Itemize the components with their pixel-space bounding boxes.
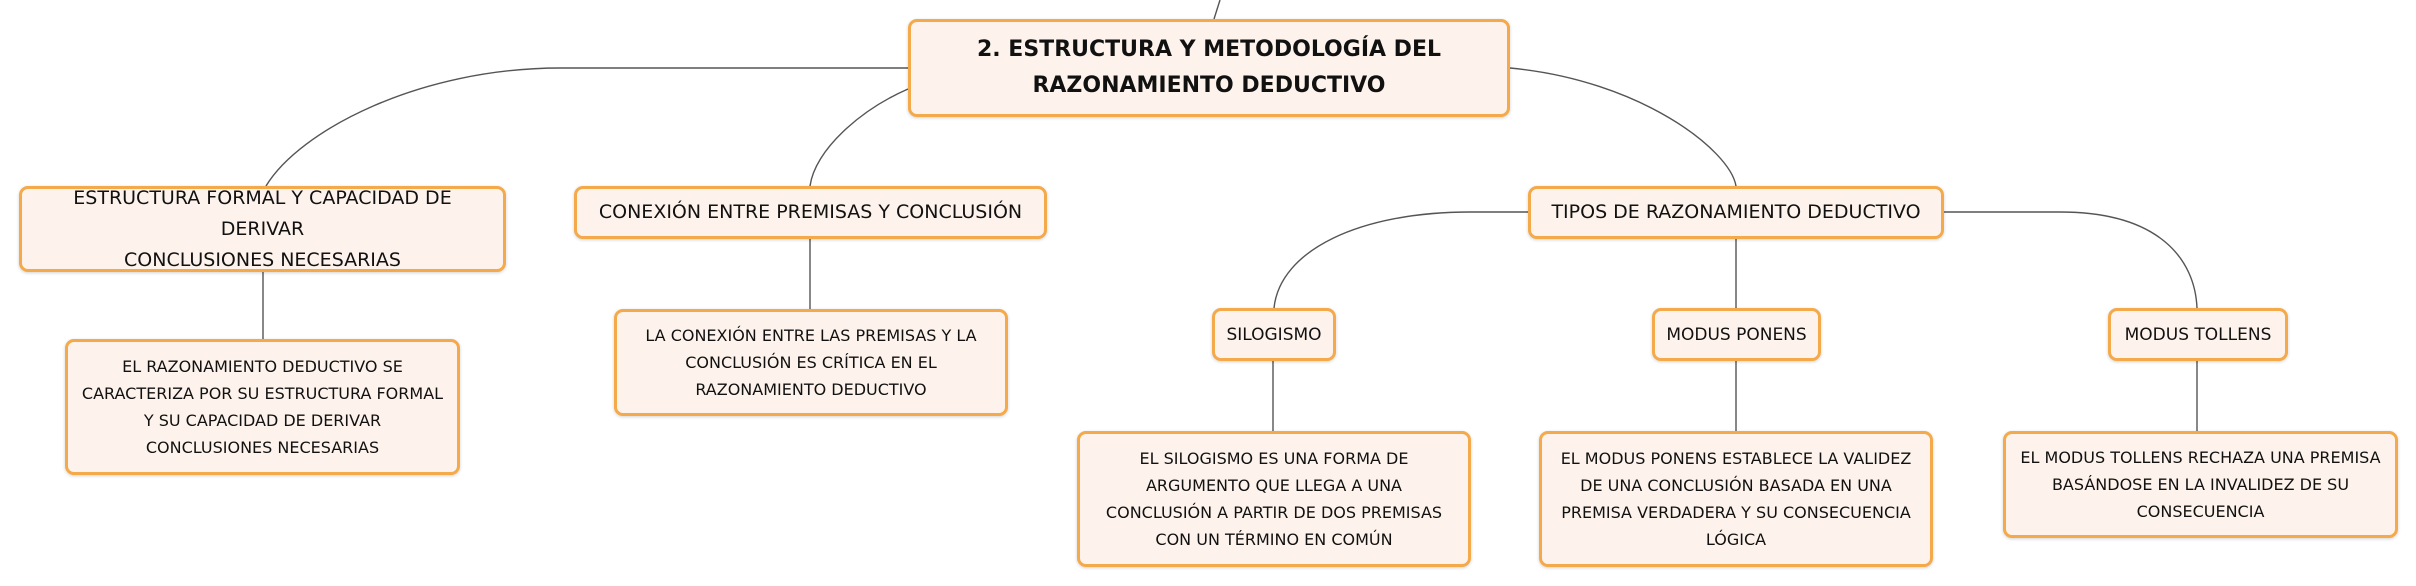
- detail-line: LÓGICA: [1705, 530, 1767, 549]
- connector-root-incoming: [1214, 0, 1220, 19]
- detail-line: CONSECUENCIA: [2136, 502, 2265, 521]
- topic-node-structure[interactable]: [19, 186, 506, 272]
- topic-title: TIPOS DE RAZONAMIENTO DEDUCTIVO: [1551, 201, 1921, 223]
- subtopic-title: SILOGISMO: [1226, 324, 1322, 345]
- subtopic-node-modus-tollens[interactable]: [2108, 308, 2288, 361]
- root-node-text: [977, 32, 1441, 104]
- detail-line: LA CONEXIÓN ENTRE LAS PREMISAS Y LA: [645, 326, 977, 345]
- detail-node-modus-tollens[interactable]: [2003, 431, 2398, 538]
- topic-title-line: ESTRUCTURA FORMAL Y CAPACIDAD DE DERIVAR: [73, 186, 452, 240]
- topic-title: CONEXIÓN ENTRE PREMISAS Y CONCLUSIÓN: [598, 201, 1023, 223]
- connector-types-to-tollens: [1944, 212, 2197, 308]
- detail-line: CONCLUSIÓN ES CRÍTICA EN EL: [685, 353, 937, 372]
- detail-line: EL RAZONAMIENTO DEDUCTIVO SE: [122, 357, 403, 376]
- detail-line: EL SILOGISMO ES UNA FORMA DE: [1139, 449, 1409, 468]
- root-node[interactable]: [908, 19, 1510, 117]
- detail-node-text: [82, 353, 443, 461]
- topic-node-types[interactable]: [1528, 186, 1944, 239]
- detail-line: CONCLUSIONES NECESARIAS: [145, 438, 380, 457]
- subtopic-node-modus-ponens[interactable]: [1652, 308, 1821, 361]
- topic-node-text: [32, 183, 493, 276]
- detail-node-connection[interactable]: [614, 309, 1008, 416]
- root-title-line: 2. ESTRUCTURA Y METODOLOGÍA DEL: [976, 37, 1441, 62]
- detail-line: RAZONAMIENTO DEDUCTIVO: [695, 380, 927, 399]
- detail-line: Y SU CAPACIDAD DE DERIVAR: [143, 411, 382, 430]
- connector-root-to-connection: [810, 89, 908, 186]
- detail-line: BASÁNDOSE EN LA INVALIDEZ DE SU: [2051, 475, 2350, 494]
- detail-node-text: [2020, 444, 2380, 525]
- connector-root-to-types: [1510, 68, 1736, 186]
- connector-types-to-silogismo: [1274, 212, 1528, 308]
- detail-node-text: [645, 322, 976, 403]
- subtopic-title: MODUS TOLLENS: [2124, 324, 2272, 345]
- detail-node-modus-ponens[interactable]: [1539, 431, 1933, 567]
- detail-line: ARGUMENTO QUE LLEGA A UNA: [1145, 476, 1402, 495]
- detail-node-text: [1106, 445, 1442, 553]
- detail-line: EL MODUS PONENS ESTABLECE LA VALIDEZ: [1560, 449, 1912, 468]
- detail-line: CONCLUSIÓN A PARTIR DE DOS PREMISAS: [1105, 503, 1443, 522]
- subtopic-node-silogismo[interactable]: [1212, 308, 1336, 361]
- root-title-line: RAZONAMIENTO DEDUCTIVO: [1032, 73, 1386, 98]
- topic-title-line: CONCLUSIONES NECESARIAS: [124, 248, 401, 271]
- detail-node-silogismo[interactable]: [1077, 431, 1471, 567]
- detail-line: EL MODUS TOLLENS RECHAZA UNA PREMISA: [2020, 448, 2381, 467]
- subtopic-title: MODUS PONENS: [1666, 324, 1807, 345]
- detail-line: DE UNA CONCLUSIÓN BASADA EN UNA: [1580, 476, 1892, 495]
- detail-node-structure[interactable]: [65, 339, 460, 475]
- detail-line: CARACTERIZA POR SU ESTRUCTURA FORMAL: [81, 384, 444, 403]
- topic-node-connection[interactable]: [574, 186, 1047, 239]
- detail-line: PREMISA VERDADERA Y SU CONSECUENCIA: [1561, 503, 1911, 522]
- detail-node-text: [1561, 445, 1912, 553]
- connector-root-to-structure: [266, 68, 908, 186]
- detail-line: CON UN TÉRMINO EN COMÚN: [1155, 530, 1393, 549]
